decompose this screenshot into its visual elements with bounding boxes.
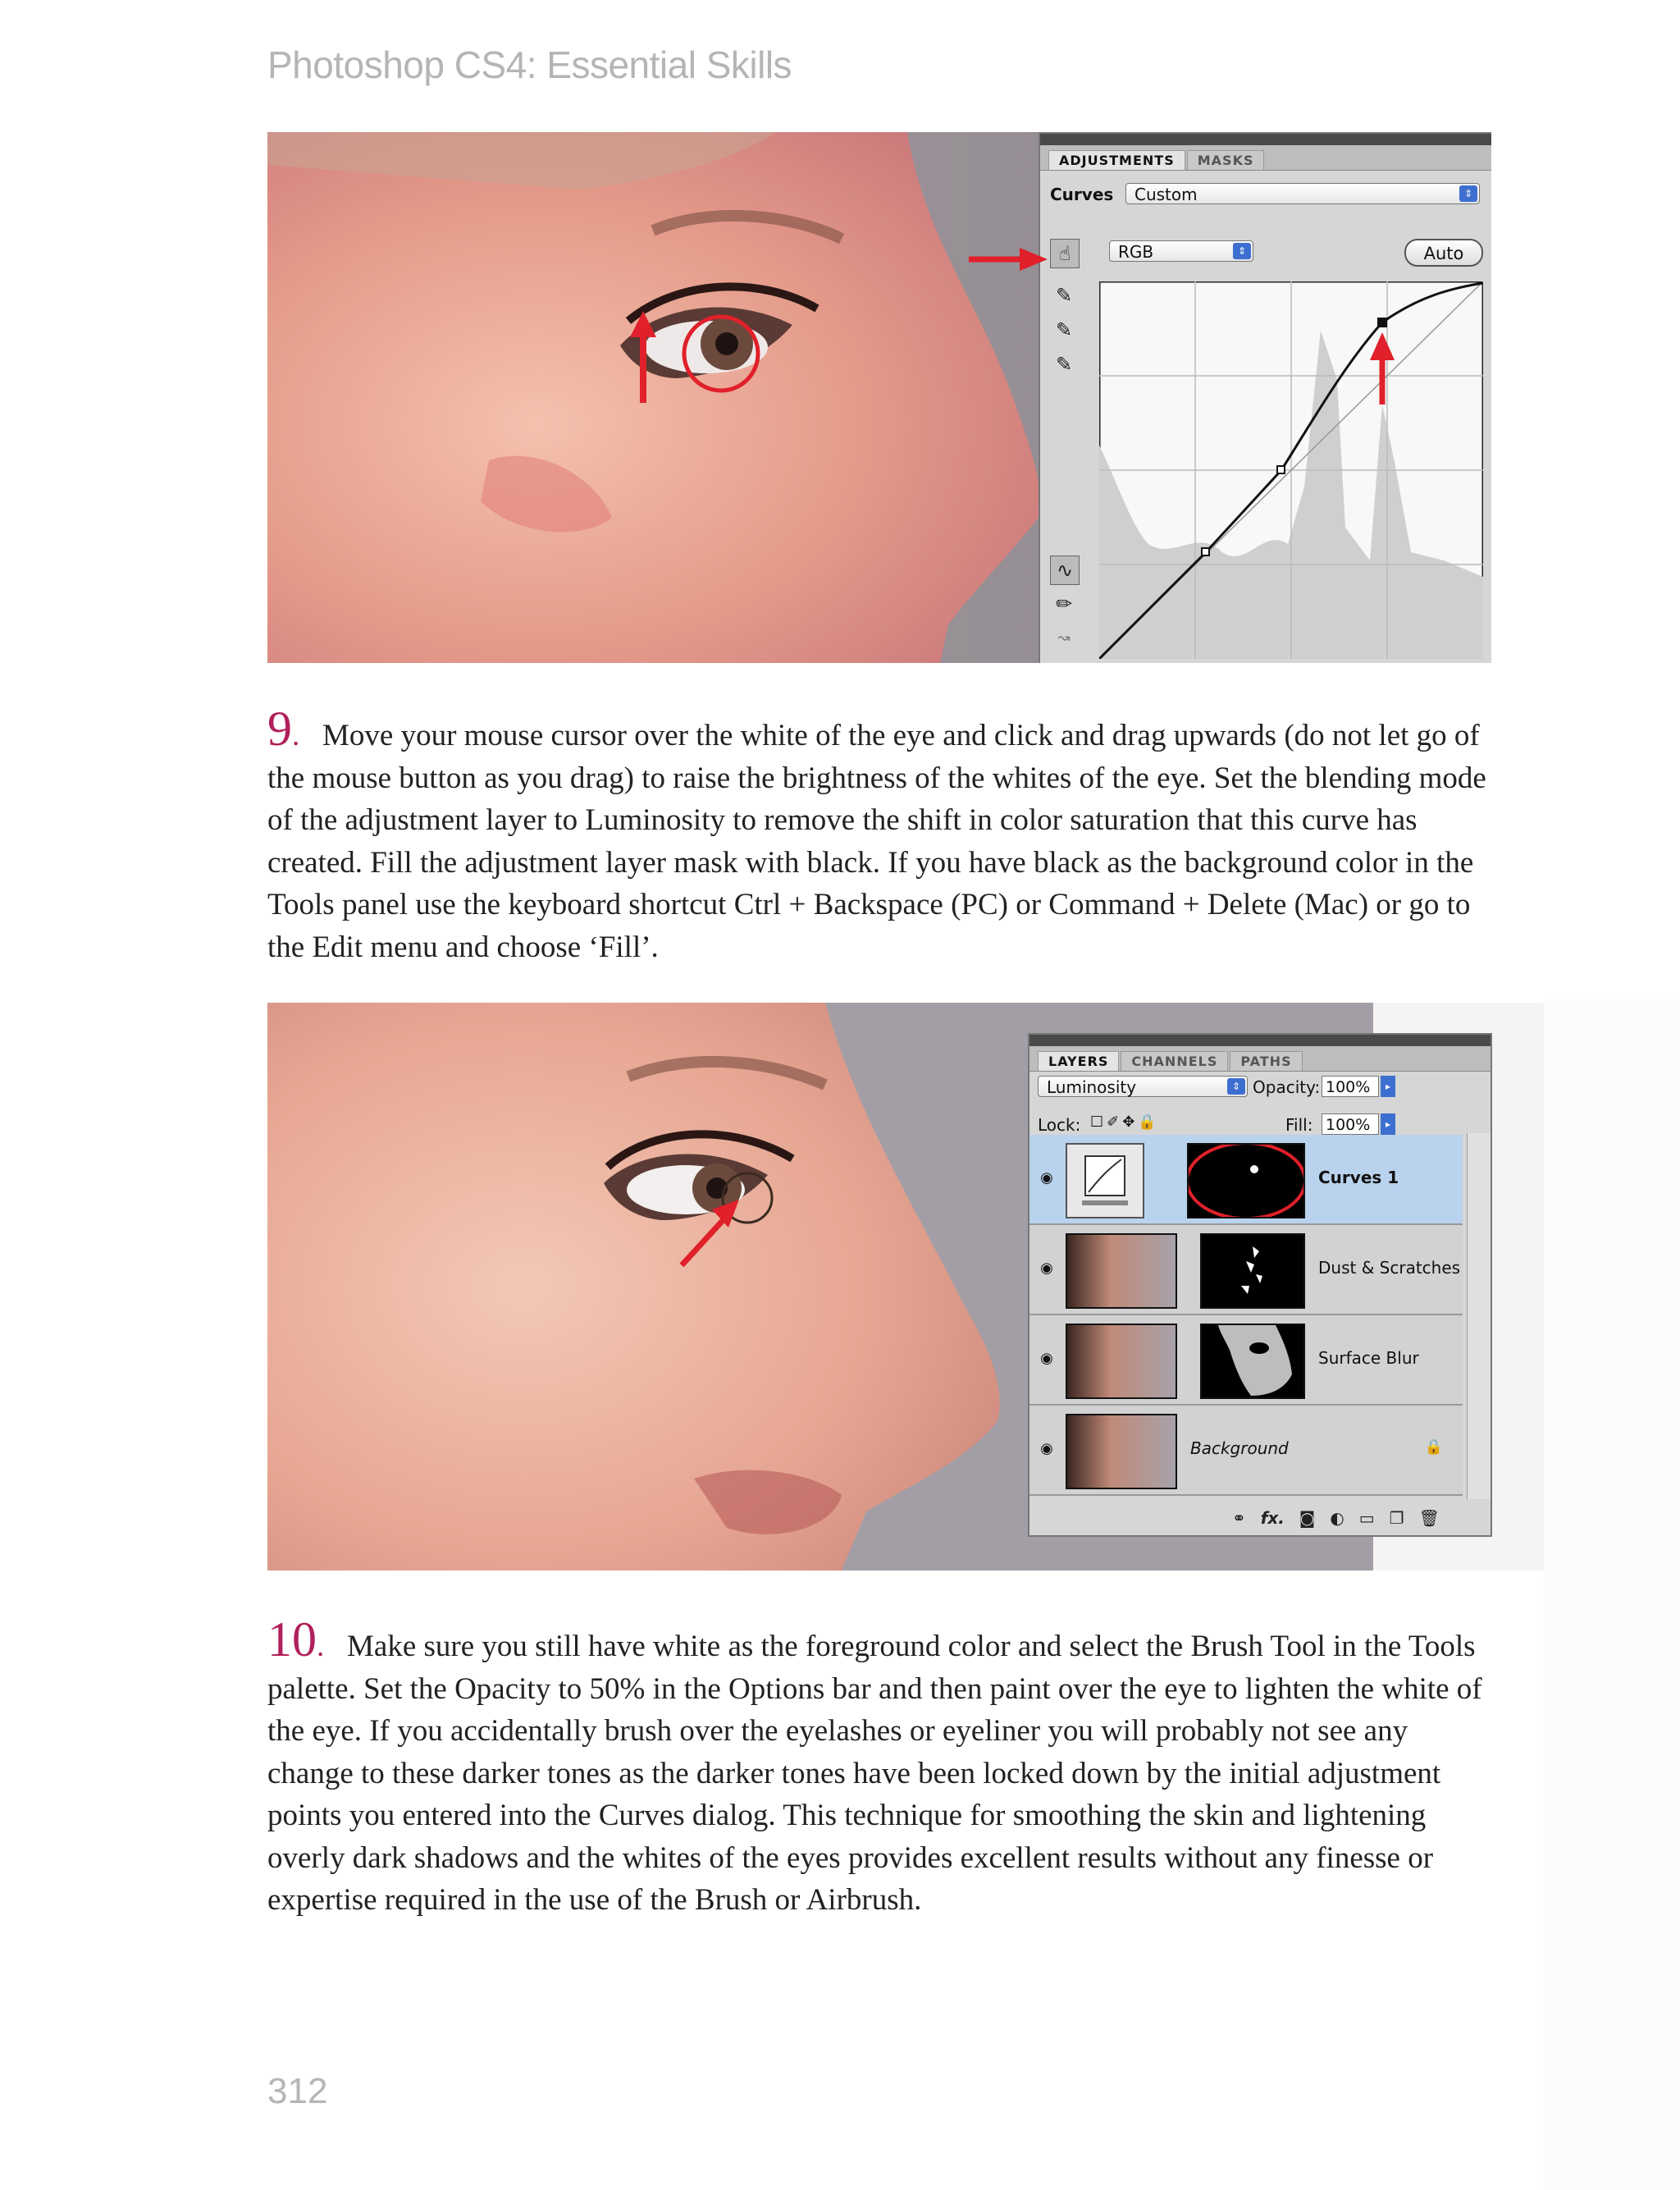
opacity-label: Opacity: [1253, 1077, 1321, 1097]
tab-masks[interactable]: MASKS [1187, 150, 1265, 170]
auto-button[interactable]: Auto [1404, 239, 1483, 267]
layer-mask-thumbnail[interactable] [1187, 1143, 1305, 1218]
layer-name[interactable]: Curves 1 [1318, 1168, 1399, 1187]
layer-name[interactable]: Surface Blur [1318, 1348, 1419, 1368]
curve-point[interactable] [1202, 548, 1209, 556]
figure-layers-panel [267, 1003, 1544, 1570]
layer-thumbnail [1066, 1324, 1177, 1399]
channel-value: RGB [1118, 242, 1154, 262]
visibility-eye-icon[interactable]: ◉ [1040, 1440, 1053, 1457]
step-10-text: Make sure you still have white as the foreground color and select the Brush Tool in the Tools palette. Set the Opacity to 50% in the Options bar and then paint over the eye to lighten the white of the eye. If you accidentally brush over the eyelashes or eyeliner you will probably not see any change to these darker tones as the darker tones have been locked down by the initial adjustment points you entered into the Curves dialog. This technique for smoothing the skin and lightening overly dark shadows and the whites of the eyes provides excellent results without any finesse or expertise required in the use of the Brush or Airbrush. [267, 1630, 1482, 1917]
fill-label: Fill: [1285, 1115, 1313, 1135]
select-arrows-icon: ⇕ [1233, 243, 1251, 259]
figure-curves-adjustment [267, 132, 1491, 663]
layer-row-surface-blur[interactable] [1029, 1315, 1463, 1406]
layer-mask-thumbnail[interactable] [1200, 1324, 1305, 1399]
tab-channels[interactable]: CHANNELS [1121, 1051, 1228, 1071]
layer-row-background[interactable] [1029, 1406, 1463, 1496]
opacity-input[interactable]: 100% [1322, 1076, 1379, 1097]
tab-paths[interactable]: PATHS [1230, 1051, 1302, 1071]
preset-select[interactable] [1125, 183, 1480, 204]
step-9-text: Move your mouse cursor over the white of the eye and click and drag upwards (do not let go of the mouse button as you drag) to raise the brightness of the whites of the eye. Set the blending mode of the adjustment layer to Luminosity to remove the shift in color saturation that this curve has created. Fill the adjustment layer mask with black. If you have black as the background color in the Tools panel use the keyboard shortcut Ctrl + Backspace (PC) or Command + Delete (Mac) or go to the Edit menu and choose ‘Fill’. [267, 719, 1486, 964]
tab-layers[interactable]: LAYERS [1038, 1051, 1119, 1071]
white-eyedropper-icon[interactable]: ✎ [1055, 353, 1073, 376]
select-arrows-icon: ⇕ [1227, 1078, 1245, 1095]
step-10-paragraph: 10. Make sure you still have white as the foreground color and select the Brush Tool in the Tools palette. Set the Opacity to 50% in the Options bar and then paint over the eye to lighten the white of the eye. If you accidentally brush over the eyelashes or eyeliner you will probably not see any change to these darker tones as the darker tones have been locked down by the initial adjustment points you entered into the Curves dialog. This technique for smoothing the skin and lightening overly dark shadows and the whites of the eyes provides excellent results without any finesse or expertise required in the use of the Brush or Airbrush. [267, 1612, 1482, 1917]
layer-name[interactable]: Dust & Scratches [1318, 1258, 1461, 1278]
targeted-adjustment-tool-icon[interactable]: ☝ [1050, 239, 1080, 268]
black-eyedropper-icon[interactable]: ✎ [1055, 284, 1073, 307]
fill-input[interactable]: 100% [1322, 1113, 1379, 1135]
opacity-slider-arrow-icon[interactable]: ▸ [1381, 1076, 1395, 1097]
lock-icon: 🔒 [1424, 1438, 1443, 1456]
fill-slider-arrow-icon[interactable]: ▸ [1381, 1113, 1395, 1135]
channel-select[interactable] [1109, 240, 1253, 262]
page-number: 312 [267, 2071, 328, 2111]
visibility-eye-icon[interactable]: ◉ [1040, 1260, 1053, 1277]
curves-label: Curves [1050, 185, 1114, 204]
fx-icon[interactable]: fx. [1260, 1508, 1285, 1528]
lock-options-icon[interactable]: ☐✐✥🔒 [1090, 1113, 1160, 1131]
layers-panel [1028, 1033, 1492, 1537]
layer-thumbnail [1066, 1414, 1177, 1489]
gray-eyedropper-icon[interactable]: ✎ [1055, 318, 1073, 341]
preset-value: Custom [1134, 185, 1198, 204]
curve-point[interactable] [1277, 466, 1285, 473]
add-mask-icon[interactable]: ◙ [1299, 1508, 1316, 1528]
step-9-number: 9 [267, 702, 292, 756]
smooth-curve-icon[interactable]: ↝ [1057, 629, 1071, 647]
blend-mode-select[interactable] [1038, 1076, 1248, 1097]
curve-point-tool-icon[interactable]: ∿ [1050, 556, 1080, 585]
tab-adjustments[interactable]: ADJUSTMENTS [1048, 150, 1185, 170]
visibility-eye-icon[interactable]: ◉ [1040, 1169, 1053, 1186]
panel-tabs [1040, 145, 1491, 171]
layer-thumbnail [1066, 1233, 1177, 1309]
layer-name[interactable]: Background [1190, 1438, 1289, 1458]
lock-label: Lock: [1038, 1115, 1081, 1135]
visibility-eye-icon[interactable]: ◉ [1040, 1350, 1053, 1367]
adjustments-panel [1039, 132, 1491, 663]
new-group-icon[interactable]: ▭ [1358, 1508, 1375, 1528]
page-margin-shade [1544, 999, 1680, 2190]
delete-layer-icon[interactable]: 🗑 [1418, 1508, 1440, 1528]
curves-graph[interactable] [1099, 281, 1483, 659]
layer-mask-thumbnail[interactable] [1200, 1233, 1305, 1309]
layers-scrollbar[interactable] [1467, 1133, 1491, 1499]
red-arrow-to-tool [969, 243, 1051, 276]
curves-adjustment-icon [1066, 1143, 1144, 1218]
panel-titlebar[interactable] [1040, 134, 1491, 145]
select-arrows-icon: ⇕ [1459, 185, 1477, 202]
step-9-paragraph: 9. Move your mouse cursor over the white of the eye and click and drag upwards (do not let go of the mouse button as you drag) to raise the brightness of the whites of the eye. Set the blending mode of the adjustment layer to Luminosity to remove the shift in color saturation that this curve has created. Fill the adjustment layer mask with black. If you have black as the background color in the Tools panel use the keyboard shortcut Ctrl + Backspace (PC) or Command + Delete (Mac) or go to the Edit menu and choose ‘Fill’. [267, 702, 1486, 964]
layer-row-dust-scratches[interactable] [1029, 1225, 1463, 1315]
pencil-draw-icon[interactable]: ✏ [1055, 592, 1073, 615]
panel-tabs [1029, 1046, 1491, 1072]
link-layers-icon[interactable]: ⚭ [1231, 1508, 1246, 1528]
new-layer-icon[interactable]: ❐ [1389, 1508, 1404, 1528]
running-header: Photoshop CS4: Essential Skills [267, 43, 792, 86]
layer-row-curves[interactable] [1029, 1135, 1463, 1225]
curve-point-active[interactable] [1378, 318, 1386, 327]
layers-bottom-toolbar [1029, 1501, 1463, 1535]
step-10-number: 10 [267, 1612, 317, 1667]
new-adjustment-layer-icon[interactable]: ◐ [1330, 1508, 1344, 1528]
blend-mode-value: Luminosity [1047, 1077, 1137, 1097]
panel-titlebar[interactable] [1029, 1035, 1491, 1046]
